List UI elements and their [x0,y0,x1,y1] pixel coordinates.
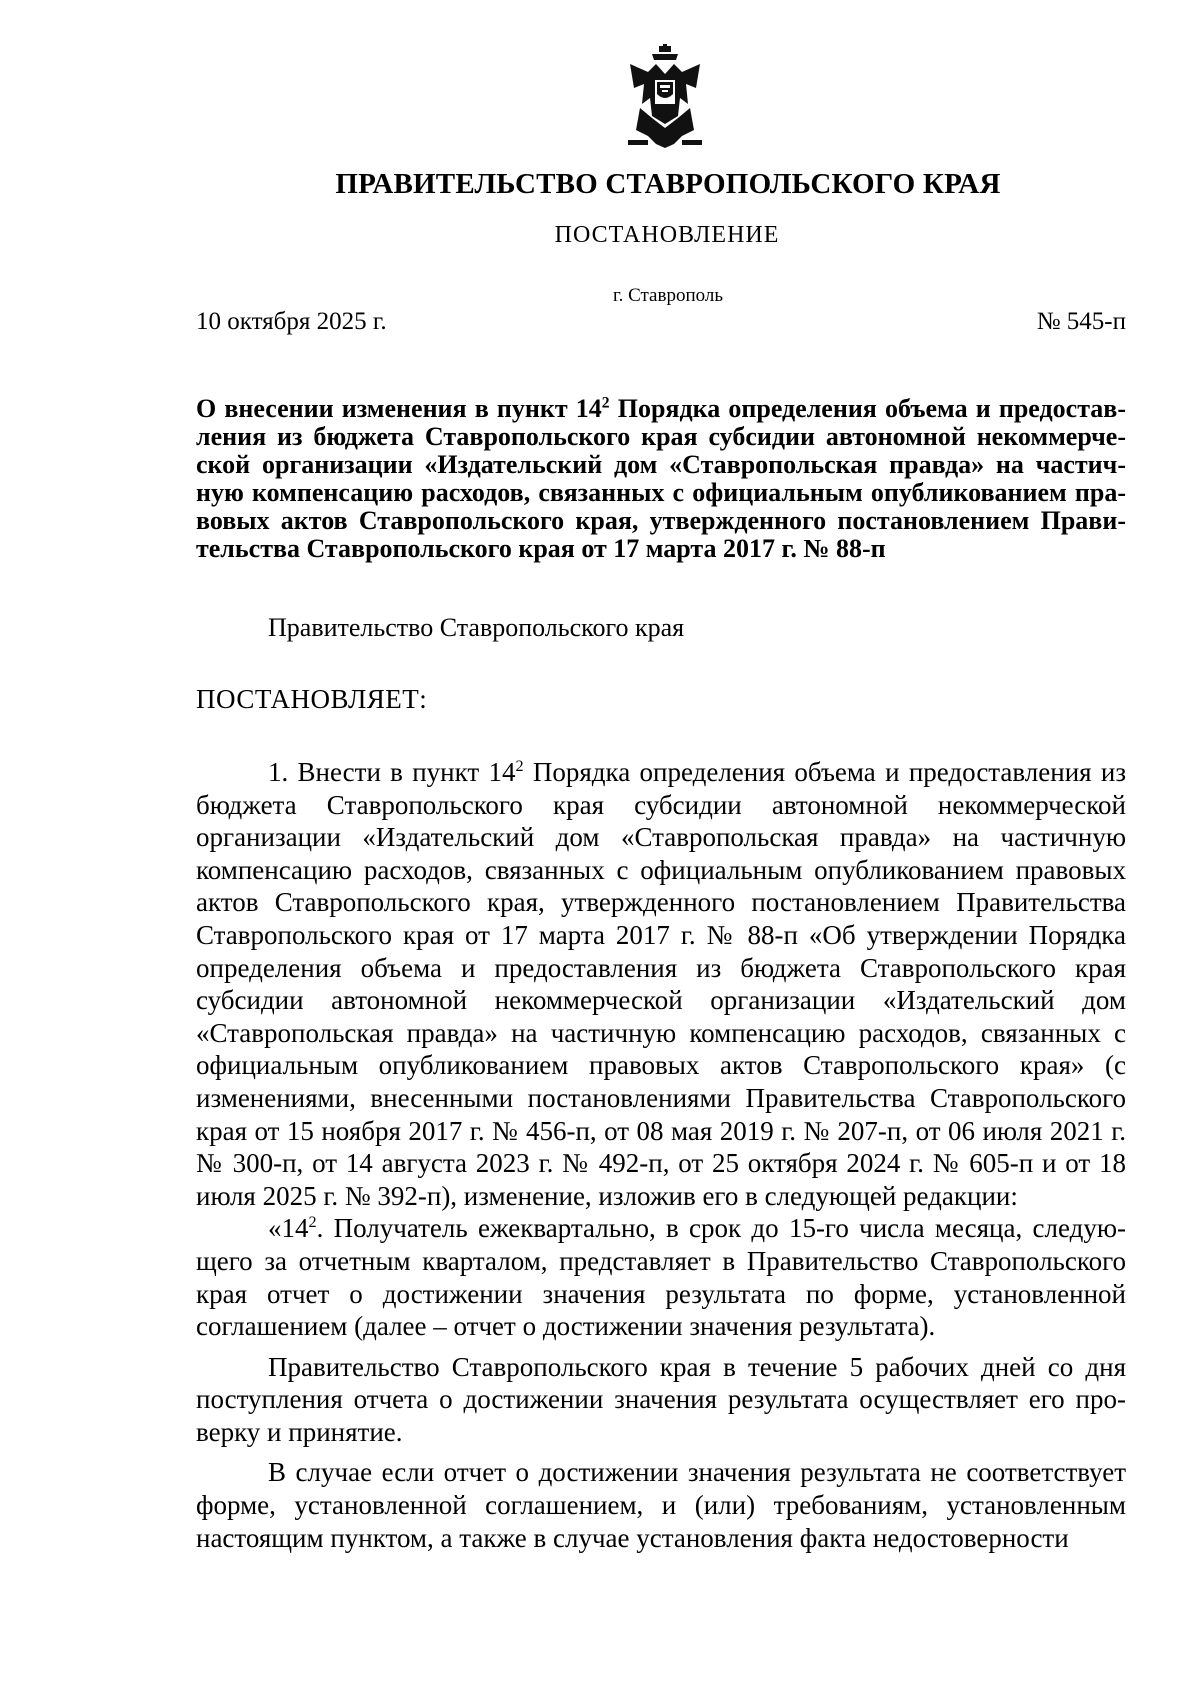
paragraph-2 [196,1212,1126,1342]
government-name: Правительство Ставропольского края [268,613,685,642]
document-body [196,756,1126,1554]
document-subject [196,395,1126,563]
paragraph-1-superscript: 2 [515,757,524,775]
paragraph-2-superscript: 2 [308,1213,317,1232]
paragraph-3: Правительство Ставропольского края в течение 5 рабочих дней со дня поступления отчета о достижении значения результата осуществляет его проверку и принятие. [196,1351,1126,1447]
paragraph-4: В случае если отчет о достижении значения результата не соответствует форме, установленной соглашением, и (или) требованиям, установленным настоящим пунктом, а также в случае установления факта недостоверности [196,1457,1126,1553]
document-date: 10 октября 2025 г. [196,308,387,335]
subject-text-end: Порядка определения объема и предоставления из бюджета Ставропольского края субсидии автономной некоммерческой организации «Издательский дом «Ставропольская правда» на частичную компенсацию расходов, связанных с официальным опубликованием правовых актов Ставропольского края, утвержденного постановлением Правительства Ставропольского края от 17 марта 2017 г. № 88-п [196,394,1126,563]
subject-superscript: 2 [601,394,610,412]
paragraph-1 [196,756,1126,1212]
paragraph-1-start: 1. Внести в пункт 14 [268,757,516,787]
paragraph-2-start: «14 [268,1213,309,1244]
organization-title: ПРАВИТЕЛЬСТВО СТАВРОПОЛЬСКОГО КРАЯ [335,168,1001,200]
subject-text-start: О внесении изменения в пункт 14 [196,394,602,423]
document-type: ПОСТАНОВЛЕНИЕ [554,222,780,248]
paragraph-1-end: Порядка определения объема и предоставления из бюджета Ставропольского края субсидии автономной некоммерческой организации «Издательский дом «Ставропольская правда» на частичную компенсацию расходов, связанных с официальным опубликованием правовых актов Ставропольского края, утвержденного постановлением Правительства Ставропольского края от 17 марта 2017 г. № 88-п «Об утверждении Порядка определения объема и предоставления из бюджета Ставропольского края субсидии автономной некоммерческой организации «Издательский дом «Ставропольская правда» на частичную компенсацию расходов, связанных с официальным опубликованием правовых актов Ставропольского края» (с изменениями, внесенными постановлениями Правительства Ставропольского края от 15 ноября 2017 г. № 456-п, от 08 мая 2019 г. № 207-п, от 06 июля 2021 г. № 300-п, от 14 августа 2023 г. № 492-п, от 25 октября 2024 г. № 605-п и от 18 июля 2025 г. № 392-п), изменение, изложив его в следующей редакции: [196,757,1126,1211]
city-name: г. Ставрополь [612,285,724,306]
document-number: № 545-п [1036,308,1126,335]
resolves-heading: ПОСТАНОВЛЯЕТ: [196,684,428,714]
coat-of-arms-icon [622,44,708,152]
paragraph-2-end: . Получатель ежеквартально, в срок до 15-го числа месяца, следующего за отчетным кварталом, представляет в Правительство Ставропольского края отчет о достижении значения результата по форме, установленной соглашением (далее – отчет о достижении значения результата). [196,1213,1126,1342]
